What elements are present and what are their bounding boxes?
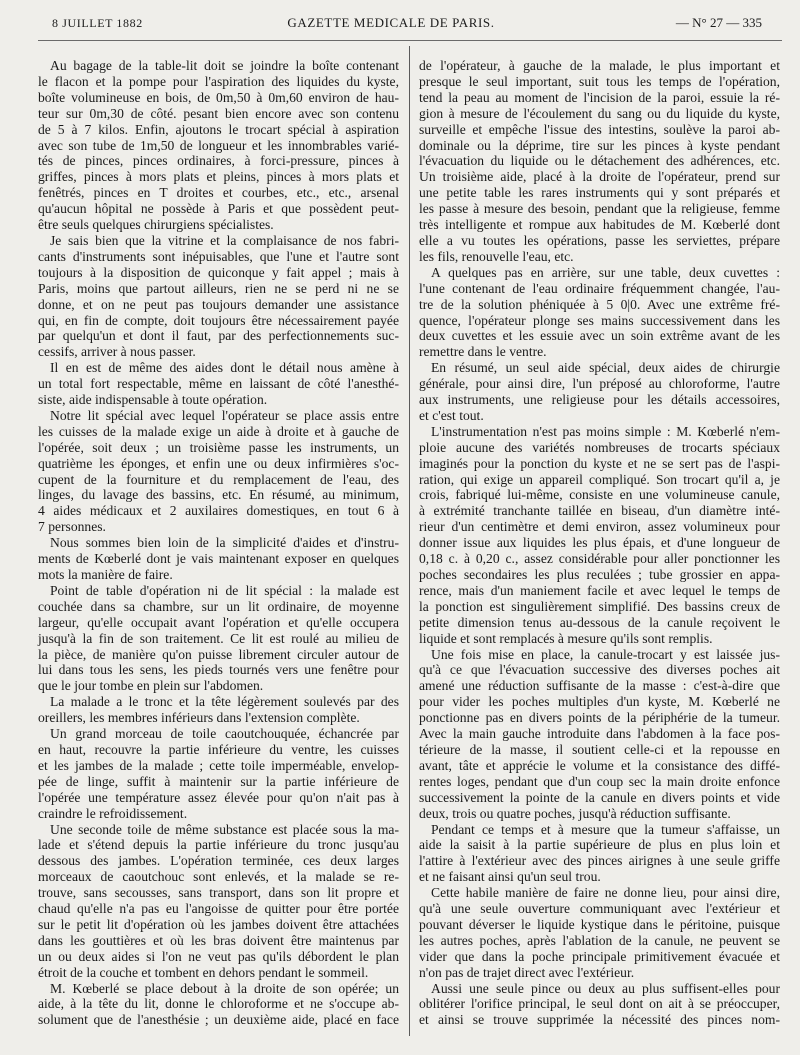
paragraph: [38, 583, 399, 694]
text-line: l'une contenant de l'eau ordinaire fréquemment changée, l'au-: [419, 280, 780, 296]
text-line: de 5 à 7 kilos. Enfin, ajoutons le trocart spécial à aspiration: [38, 121, 399, 137]
text-line: térieure de la masse, il soutient celle-ci et la repousse en: [419, 741, 780, 757]
text-line: 0,18 c. à 0,20 c., assez considérable pour aller ponctionner les: [419, 551, 780, 567]
text-line: linges, du lavage des bassins, etc. En résumé, au minimum,: [38, 487, 399, 503]
text-line: pour vider les poches multiples d'un kyste, M. Kœberlé ne: [419, 694, 780, 710]
text-line: ploie aucune des variétés nombreuses de trocarts spéciaux: [419, 439, 780, 455]
text-line: de l'opérateur, à gauche de la malade, le plus important et: [419, 58, 780, 73]
text-line: Un troisième aide, placé à la droite de l'opérateur, prend sur: [419, 169, 780, 185]
text-line: rence, mais d'un maniement facile et avec lequel le temps de: [419, 582, 780, 598]
text-line: et ne faisant ainsi qu'un seul trou.: [419, 869, 601, 885]
text-line: trouve, sans secousses, sans transport, dans son lit propre et: [38, 885, 399, 901]
text-line: Aussi une seule pince ou deux au plus suffisent-elles pour: [431, 980, 780, 996]
journal-title: GAZETTE MEDICALE DE PARIS.: [287, 15, 495, 30]
text-line: la pièce, de manière qu'on puisse librement circuler autour de: [38, 646, 399, 662]
text-line: oblitérer l'orifice principal, le seul dont on ait à se préoccuper,: [419, 996, 780, 1012]
text-line: Un grand morceau de toile caoutchouquée, échancrée par: [50, 726, 399, 742]
text-line: Point de table d'opération ni de lit spécial : la malade est: [50, 582, 399, 598]
text-line: remettre dans le ventre.: [419, 344, 547, 360]
paragraph: [419, 265, 780, 360]
text-line: le flacon et la pompe pour l'aspiration des liquides du kyste,: [38, 73, 399, 89]
paragraph: [38, 822, 399, 981]
text-line: liquide et sont remplacés à mesure qu'ils sont remplis.: [419, 630, 713, 646]
text-line: l'opérée une température assez élevée pour qu'on n'ait pas à: [38, 789, 399, 805]
text-line: Nous sommes bien loin de la simplicité d'aides et d'instru-: [50, 535, 399, 551]
text-line: rieur d'un centimètre et demi environ, assez volumineux pour: [419, 519, 780, 535]
text-line: quatrième les éponges, et enfin une ou deux infirmières s'oc-: [38, 455, 399, 471]
text-line: cessifs, arriver à nous passer.: [38, 344, 196, 360]
text-line: n'on pas de trajet direct avec l'extérieur.: [419, 964, 635, 980]
text-line: presque le seul important, suit tous les temps de l'opération,: [419, 73, 780, 89]
text-line: L'instrumentation n'est pas moins simple : M. Kœberlé n'em-: [431, 423, 780, 439]
paragraph: [419, 647, 780, 822]
text-line: les passe à mesure des besoin, pendant que la religieuse, femme: [419, 201, 780, 217]
text-line: lui dans tous les sens, les pieds tournés vers une fenêtre pour: [38, 662, 399, 678]
text-line: cupent de la fourniture et du remplacement de l'eau, des: [38, 471, 399, 487]
text-line: les cuisses de la malade exige un aide à droite et à gauche de: [38, 423, 399, 439]
text-line: ponctionne pas en divers points de la périphérie de la tumeur.: [419, 710, 780, 726]
text-line: chaud qu'elle n'a pas eu l'angoisse de quitter pour être portée: [38, 901, 399, 917]
text-line: 4 aides médicaux et 2 auxilaires domestiques, en tout 6 à: [38, 503, 399, 519]
text-line: elle a vu toutes les opérations, passe les serviettes, prépare: [419, 232, 780, 248]
text-line: Une seconde toile de même substance est placée sous la ma-: [50, 821, 399, 837]
text-line: l'évacuation du liquide ou le détachement des adhérences, etc.: [419, 153, 780, 169]
text-line: toujours à la disposition de quiconque y fait appel ; mais à: [38, 264, 399, 280]
text-line: avant, tâte et apprécie le volume et la consistance des diffé-: [419, 757, 780, 773]
text-line: pée de linge, suffit à maintenir sur la partie inférieure de: [38, 773, 399, 789]
text-line: Notre lit spécial avec lequel l'opérateur se place assis entre: [50, 407, 399, 423]
header-date: 8 JUILLET 1882: [52, 16, 143, 30]
text-line: La malade a le tronc et la tête légèrement soulevés par des: [50, 694, 399, 710]
text-line: et les jambes de la malade ; cette toile imperméable, envelop-: [38, 757, 399, 773]
text-line: 7 personnes.: [38, 519, 106, 535]
text-line: successivement la pointe de la canule en divers points et vide: [419, 789, 780, 805]
text-line: siste, aide indispensable à toute opération.: [38, 392, 268, 408]
paragraph: [38, 408, 399, 535]
text-line: la ponction est singulièrement simplifié. Des bassins creux de: [419, 598, 780, 614]
text-line: que le jour tombe en plein sur l'abdomen.: [38, 678, 264, 694]
text-line: aide la saisit à la partie supérieure de plus en plus loin et: [419, 837, 780, 853]
text-line: étroit de la couche et tombent en dehors pendant le sommeil.: [38, 964, 369, 980]
text-line: En résumé, un seul aide spécial, deux aides de chirurgie: [431, 360, 780, 376]
text-line: oreillers, les membres inférieurs dans l'extension complète.: [38, 710, 360, 726]
column-divider: [409, 46, 410, 1036]
text-line: et c'est tout.: [419, 407, 484, 423]
text-line: donner issue aux liquides les plus épais, et d'une longueur de: [419, 535, 780, 551]
text-line: dans les gouttières et où les bras doivent être maintenus par: [38, 932, 399, 948]
text-line: lade et s'étend depuis la partie inférieure du tronc jusqu'au: [38, 837, 399, 853]
text-line: amené une réduction suffisante de la masse : c'est-à-dire que: [419, 678, 780, 694]
text-line: Au bagage de la table-lit doit se joindre la boîte contenant: [50, 58, 399, 73]
text-line: Il en est de même des aides dont le détail nous amène à: [50, 360, 399, 376]
text-line: petite dimension tenus au-dessous de la canule reçoivent le: [419, 614, 780, 630]
text-line: imaginés pour la ponction du kyste et ne se sert pas de l'aspi-: [419, 455, 780, 471]
text-line: tés de pinces, pinces ordinaires, à forci-pressure, pinces à: [38, 153, 399, 169]
text-line: mots la manière de faire.: [38, 567, 173, 582]
text-line: Une fois mise en place, la canule-trocart y est laissée jus-: [431, 646, 780, 662]
text-line: donne, et on ne peut pas toujours demander une assistance: [38, 296, 399, 312]
column-left: [38, 58, 399, 1028]
paragraph: [38, 726, 399, 821]
text-line: deux, trois ou quatre poches, jusqu'à réduction suffisante.: [419, 805, 731, 821]
paragraph: [38, 360, 399, 408]
text-line: qu'à une seule ouverture communiquant avec l'extérieur et: [419, 901, 780, 917]
text-line: griffes, pinces à mors plats et pleins, pinces à mors plats et: [38, 169, 399, 185]
text-line: ments de Kœberlé dont je vais maintenant exposer en quelques: [38, 551, 399, 567]
text-line: dessous des jambes. L'opération terminée, ces deux larges: [38, 853, 399, 869]
text-line: ration, qui exige un appareil compliqué. Son trocart qu'il a, je: [419, 471, 780, 487]
text-line: couchée dans sa chambre, sur un lit ordinaire, de moyenne: [38, 598, 399, 614]
paragraph: [419, 885, 780, 980]
text-line: en haut, recouvre la partie inférieure du ventre, les cuisses: [38, 741, 399, 757]
paragraph: [419, 822, 780, 886]
text-line: qui, en fin de compte, doit toujours être nécessairement payée: [38, 312, 399, 328]
text-line: crois, fabriqué lui-même, consiste en une volumineuse canule,: [419, 487, 780, 503]
header-rule: [38, 40, 782, 41]
text-line: fenêtrés, pinces en T droites et courbes, etc., etc., arsenal: [38, 185, 399, 201]
text-line: par quelqu'un et dont il faut, par des perfectionnements suc-: [38, 328, 399, 344]
text-line: teur sur 0m,30 de côté. pesant bien encore avec son contenu: [38, 105, 399, 121]
text-line: tre de la solution phéniquée à 5 0|0. Avec une extrême fré-: [419, 296, 780, 312]
text-line: Paris, moins que partout ailleurs, rien ne se perd ni ne se: [38, 280, 399, 296]
paragraph: [38, 58, 399, 233]
paragraph: [38, 535, 399, 583]
text-line: surveille et empêche l'issue des intestins, soulève la paroi ab-: [419, 121, 780, 137]
text-line: l'opérée, soit deux ; un troisième passe les instruments, un: [38, 439, 399, 455]
paragraph: [38, 233, 399, 360]
paragraph: [419, 981, 780, 1029]
text-line: les autres poches, après l'ablation de la canule, ne peuvent se: [419, 932, 780, 948]
text-line: aux instruments, une religieuse pour les détails accessoires,: [419, 392, 780, 408]
text-line: générale, pour ainsi dire, l'un préposé au chloroforme, l'autre: [419, 376, 780, 392]
paragraph: [419, 424, 780, 647]
text-line: jusqu'à la fin de son traitement. Ce lit est roulé au milieu de: [38, 630, 399, 646]
page-header: [0, 13, 800, 33]
text-line: Pendant ce temps et à mesure que la tumeur s'affaisse, un: [431, 821, 780, 837]
text-line: un total fort respectable, même en laissant de côté l'anesthé-: [38, 376, 399, 392]
text-line: Cette habile manière de faire ne donne lieu, pour ainsi dire,: [431, 885, 780, 901]
text-line: A quelques pas en arrière, sur une table, deux cuvettes :: [431, 264, 780, 280]
text-line: à extrémité tranchante taillée en biseau, d'un diamètre inté-: [419, 503, 780, 519]
text-line: une petite table les rares instruments qui y sont préparés et: [419, 185, 780, 201]
text-line: être seuls quelques chirurgiens spécialistes.: [38, 217, 274, 233]
text-line: Je sais bien que la vitrine et la complaisance de nos fabri-: [50, 232, 399, 248]
text-line: morceaux de caoutchouc sont enlevés, et la malade se re-: [38, 869, 399, 885]
text-line: les fils, renouvelle l'eau, etc.: [419, 248, 574, 264]
text-line: tend la peau au moment de l'incision de la paroi, essuie la ré-: [419, 89, 780, 105]
text-line: solument que de l'anesthésie ; un deuxième aide, placé en face: [38, 1012, 399, 1028]
text-line: rentes loges, pendant que d'un coup sec la main droite enfonce: [419, 773, 780, 789]
text-line: aide, à la tête du lit, donne le chloroforme et ne s'occupe ab-: [38, 996, 399, 1012]
text-line: un ou deux aides si l'on ne veut pas qu'ils débordent le plan: [38, 948, 399, 964]
column-right: [419, 58, 780, 1028]
paragraph: [419, 58, 780, 265]
text-line: qu'aucun hôpital ne possède à Paris et que possèdent peut-: [38, 201, 399, 217]
paragraph: [419, 360, 780, 424]
text-line: dominale ou la déprime, tire sur les pinces à kyste pendant: [419, 137, 780, 153]
text-line: l'attire à l'extérieur avec des pinces airignes à une seule griffe: [419, 853, 780, 869]
text-line: et ainsi se trouve supprimée la nécessité des pinces nom-: [419, 1012, 780, 1028]
text-line: qu'à ce que l'évacuation successive des diverses poches ait: [419, 662, 780, 678]
text-line: boîte volumineuse en bois, de 0m,50 à 0m,60 environ de hau-: [38, 89, 399, 105]
text-line: avec son tube de 1m,50 de longueur et les innombrables varié-: [38, 137, 399, 153]
text-line: largeur, qu'elle occupait avant l'opération et qu'elle occupera: [38, 614, 399, 630]
text-line: pouvant déverser le liquide kystique dans le péritoine, puisque: [419, 916, 780, 932]
paragraph: [38, 694, 399, 726]
text-line: cants d'instruments sont inépuisables, que l'une et l'autre sont: [38, 248, 399, 264]
text-line: M. Kœberlé se place debout à la droite de son opérée; un: [50, 980, 399, 996]
issue-page-number: — N° 27 — 335: [675, 15, 762, 30]
paragraph: [38, 981, 399, 1029]
text-line: quence, l'opérateur plonge ses mains successivement dans les: [419, 312, 780, 328]
text-line: très intelligente et rompue aux habitudes de M. Kœberlé dont: [419, 217, 780, 233]
text-line: gion à mesure de l'écoulement du sang ou du liquide du kyste,: [419, 105, 780, 121]
text-line: Avec la main gauche introduite dans l'abdomen à la face pos-: [419, 726, 780, 742]
text-line: deux cuvettes et les essuie avec un soin extrême avant de les: [419, 328, 780, 344]
text-line: poches secondaires les plus reculées ; tube grossier en appa-: [419, 567, 780, 582]
text-line: sur le petit lit d'opération où les jambes doivent être attachées: [38, 916, 399, 932]
text-line: craindre le refroidissement.: [38, 805, 188, 821]
text-line: vider que dans la poche principale primitivement évacuée et: [419, 948, 780, 964]
